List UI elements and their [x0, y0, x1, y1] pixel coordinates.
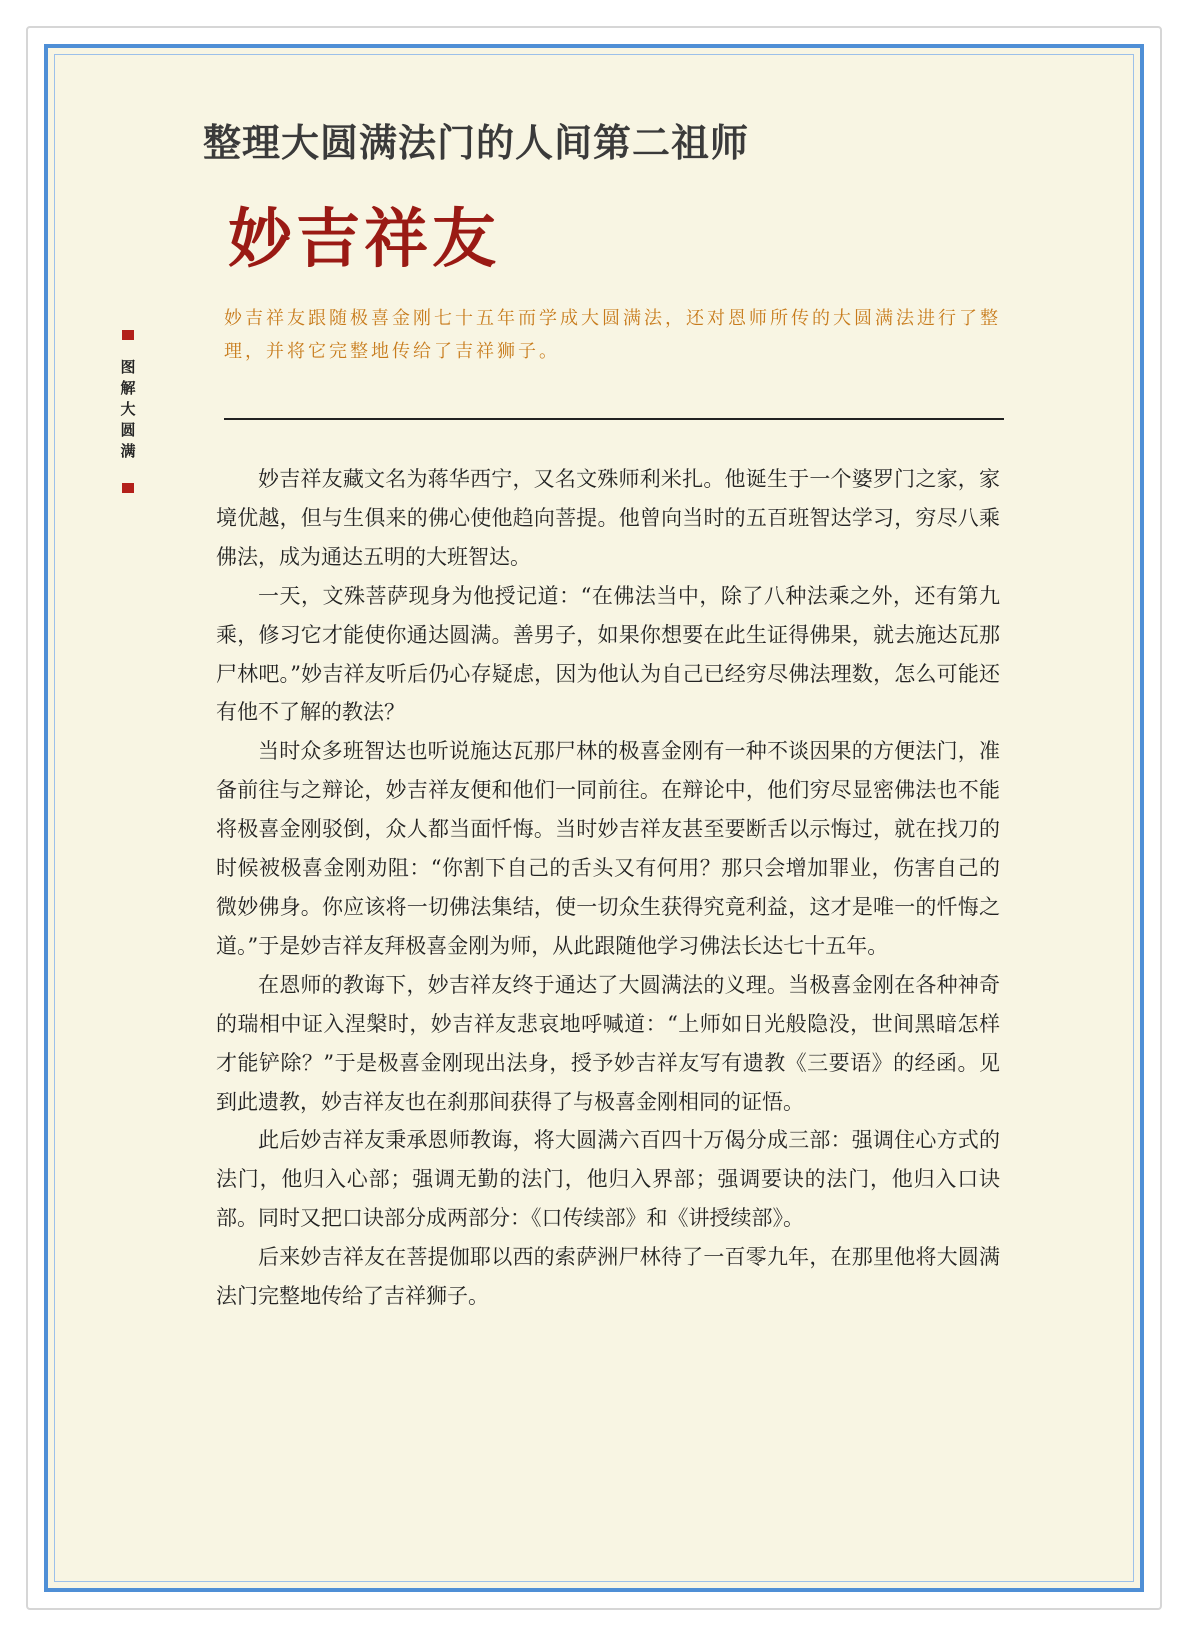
paragraph: 一天，文殊菩萨现身为他授记道：“在佛法当中，除了八种法乘之外，还有第九乘，修习它才能使你通达圆满。善男子，如果你想要在此生证得佛果，就去施达瓦那尸林吧。”妙吉祥友听后仍心存疑虑，因为他认为自己已经穷尽佛法理数，怎么可能还有他不了解的教法？ [216, 583, 1000, 725]
intro-summary: 妙吉祥友跟随极喜金刚七十五年而学成大圆满法，还对恩师所传的大圆满法进行了整理，并将它完整地传给了吉祥狮子。 [224, 308, 1001, 362]
side-marker-bottom [122, 483, 134, 493]
page-heading: 整理大圆满法门的人间第二祖师 [203, 121, 750, 165]
paragraph: 当时众多班智达也听说施达瓦那尸林的极喜金刚有一种不谈因果的方便法门，准备前往与之辩论，妙吉祥友便和他们一同前往。在辩论中，他们穷尽显密佛法也不能将极喜金刚驳倒，众人都当面忏悔。当时妙吉祥友甚至要断舌以示悔过，就在找刀的时候被极喜金刚劝阻：“你割下自己的舌头又有何用？那只会增加罪业，伤害自己的微妙佛身。你应该将一切佛法集结，使一切众生获得究竟利益，这才是唯一的忏悔之道。”于是妙吉祥友拜极喜金刚为师，从此跟随他学习佛法长达七十五年。 [216, 739, 1000, 958]
side-marker-top [122, 330, 134, 340]
paragraph: 在恩师的教诲下，妙吉祥友终于通达了大圆满法的义理。当极喜金刚在各种神奇的瑞相中证入涅槃时，妙吉祥友悲哀地呼喊道：“上师如日光般隐没，世间黑暗怎样才能铲除？”于是极喜金刚现出法身，授予妙吉祥友写有遗教《三要语》的经函。见到此遗教，妙吉祥友也在刹那间获得了与极喜金刚相同的证悟。 [216, 972, 1000, 1114]
paragraph: 此后妙吉祥友秉承恩师教诲，将大圆满六百四十万偈分成三部：强调住心方式的法门，他归入心部；强调无勤的法门，他归入界部；强调要诀的法门，他归入口诀部。同时又把口诀部分成两部分：《口传续部》和《讲授续部》。 [216, 1128, 1000, 1231]
paragraph: 妙吉祥友藏文名为蒋华西宁，又名文殊师利米扎。他诞生于一个婆罗门之家，家境优越，但与生俱来的佛心使他趋向菩提。他曾向当时的五百班智达学习，穷尽八乘佛法，成为通达五明的大班智达。 [216, 467, 1000, 569]
body-text [216, 460, 1000, 1316]
divider-rule [224, 418, 1004, 420]
side-label: 图解大圆满 [120, 358, 136, 460]
paragraph: 后来妙吉祥友在菩提伽耶以西的索萨洲尸林待了一百零九年，在那里他将大圆满法门完整地传给了吉祥狮子。 [216, 1245, 1000, 1309]
chapter-title: 妙吉祥友 [228, 202, 500, 277]
